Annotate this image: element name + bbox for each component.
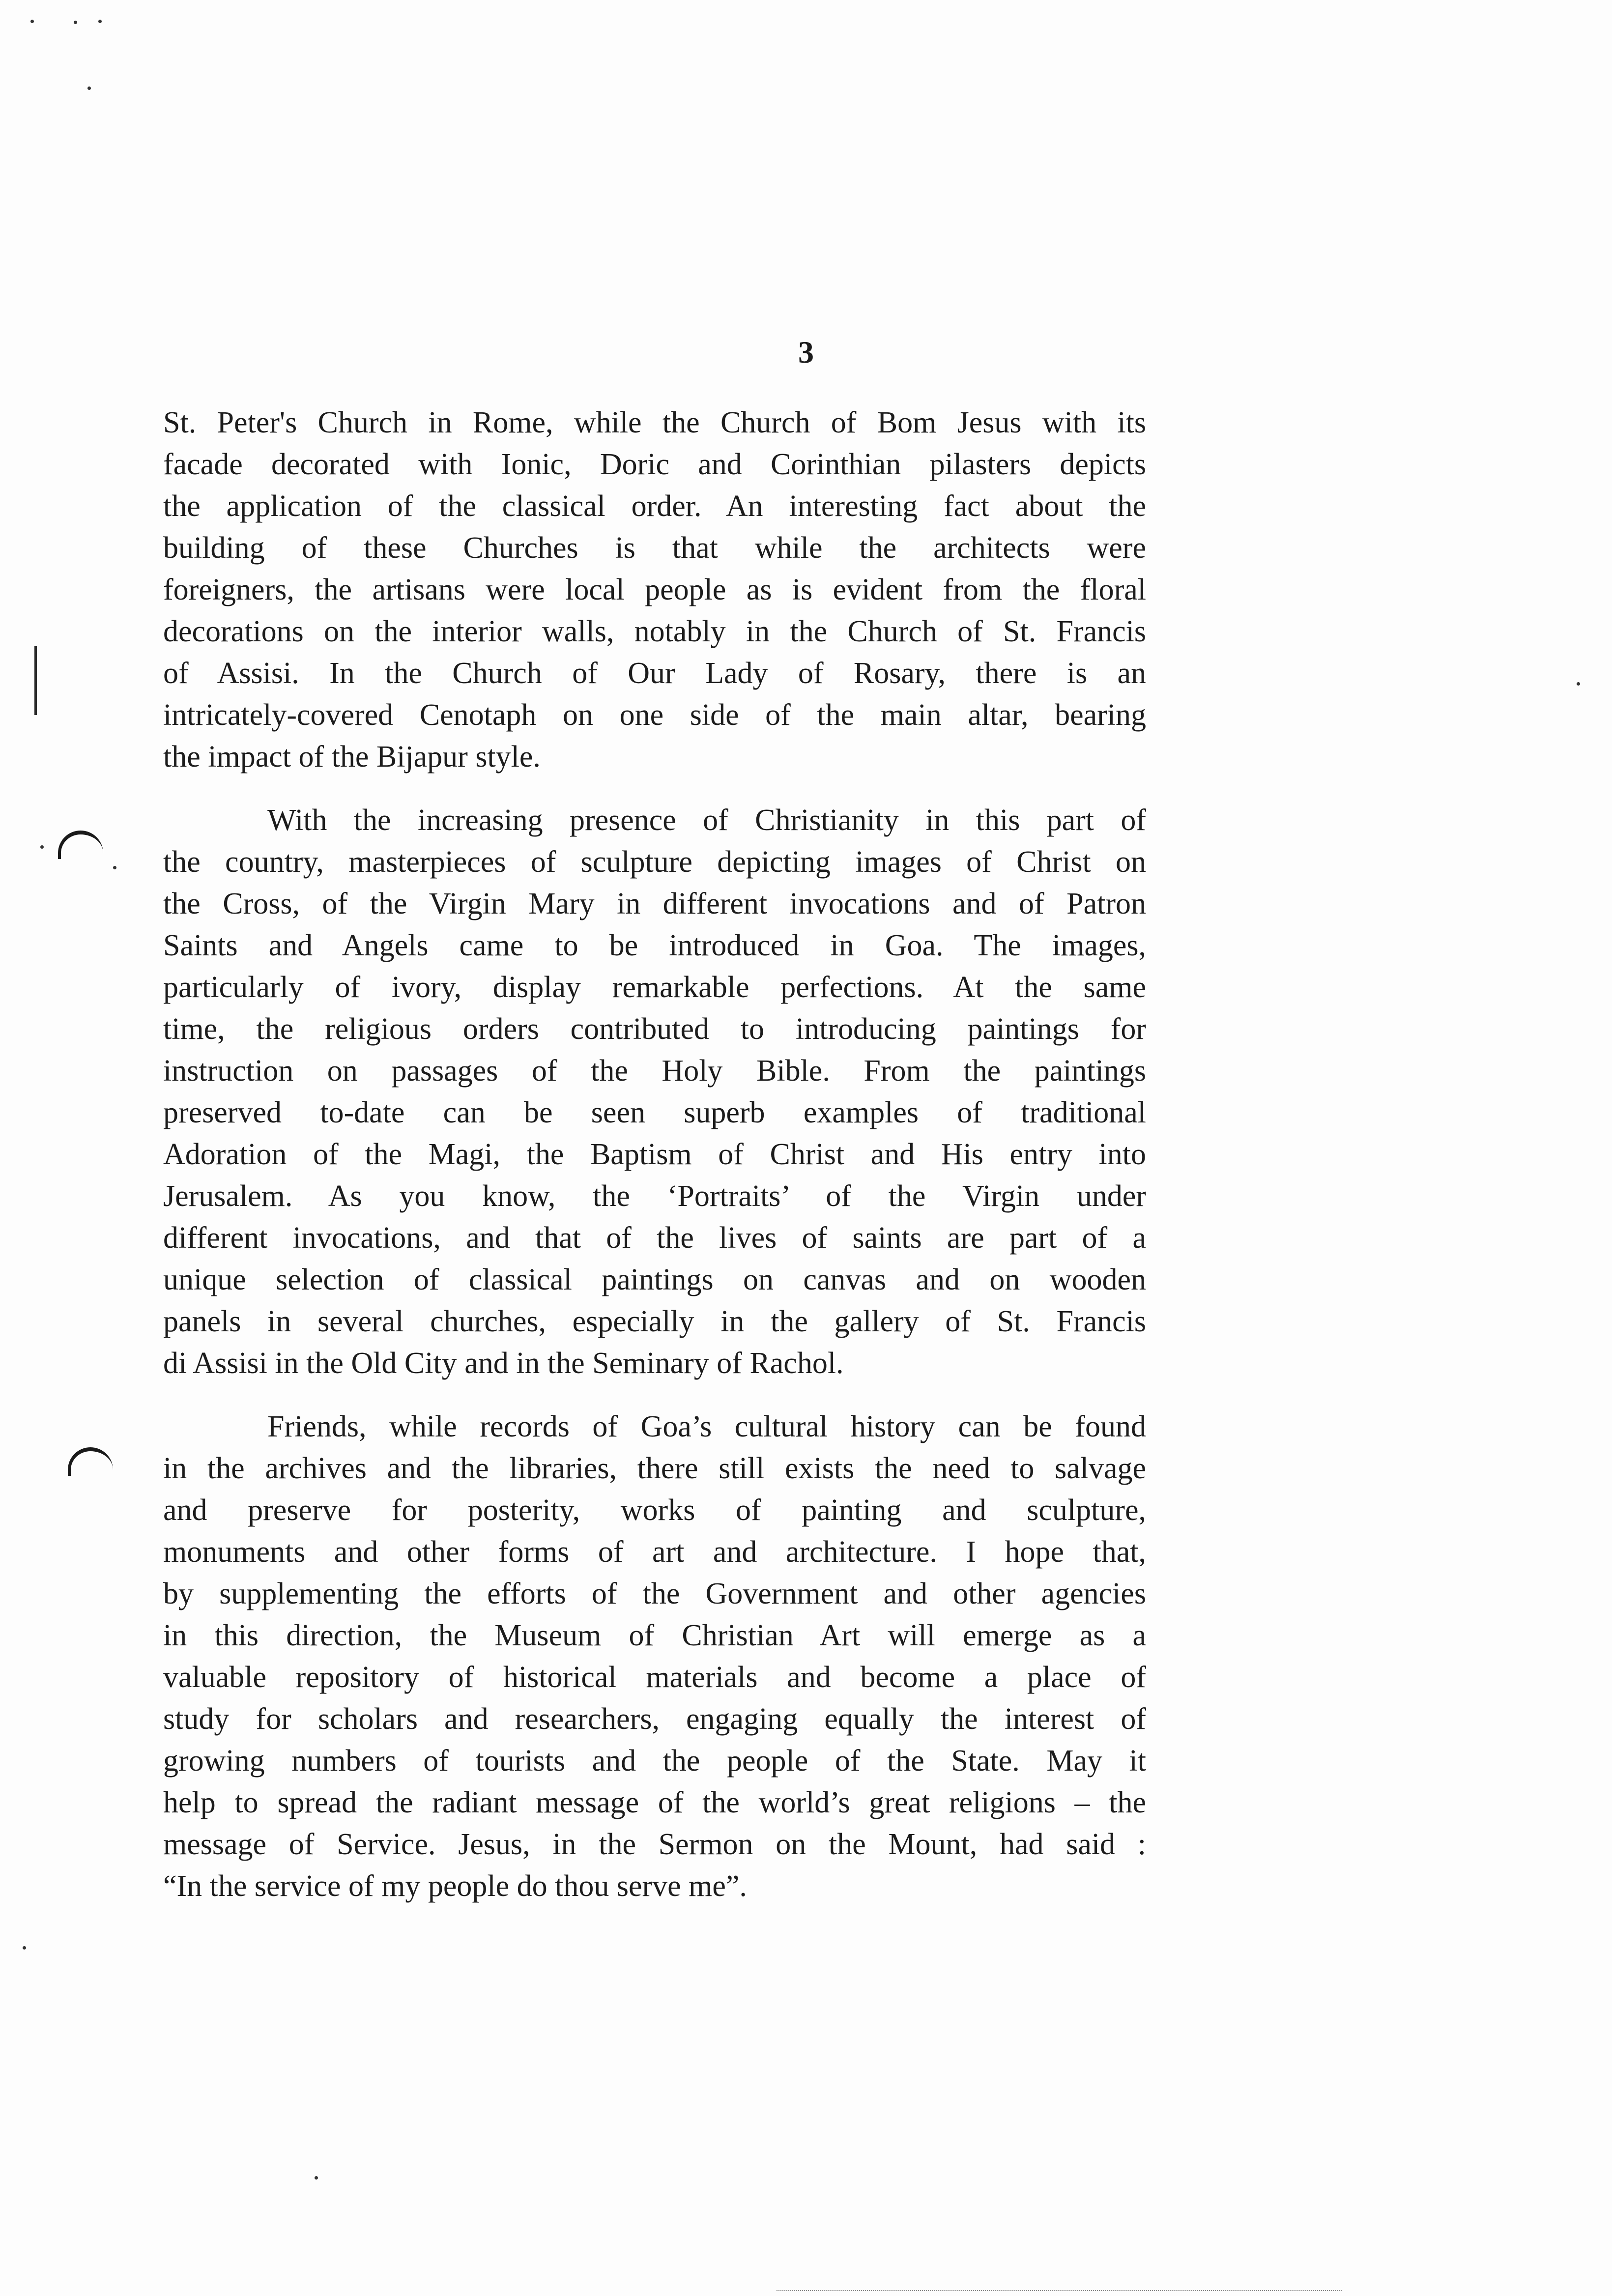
text-line: in the archives and the libraries, there still exists the need to salvage: [163, 1452, 1146, 1485]
text-line: the Cross, of the Virgin Mary in different invocations and of Patron: [163, 887, 1146, 920]
scan-speck: [23, 1946, 26, 1950]
text-line: Saints and Angels came to be introduced in Goa. The images,: [163, 929, 1146, 962]
text-line: decorations on the interior walls, notably in the Church of St. Francis: [163, 615, 1146, 648]
text-line: facade decorated with Ionic, Doric and Corinthian pilasters depicts: [163, 448, 1146, 481]
scan-speck: [98, 20, 102, 23]
scan-speck: [74, 21, 77, 24]
text-line: Friends, while records of Goa’s cultural history can be found: [267, 1410, 1146, 1443]
text-line: in this direction, the Museum of Christian Art will emerge as a: [163, 1619, 1146, 1652]
text-line: Adoration of the Magi, the Baptism of Christ and His entry into: [163, 1138, 1146, 1171]
text-line: preserved to-date can be seen superb examples of traditional: [163, 1096, 1146, 1129]
text-line: intricately-covered Cenotaph on one side of the main altar, bearing: [163, 698, 1146, 732]
text-line: monuments and other forms of art and architecture. I hope that,: [163, 1535, 1146, 1569]
text-line: time, the religious orders contributed to introducing paintings for: [163, 1012, 1146, 1046]
text-line: the country, masterpieces of sculpture depicting images of Christ on: [163, 845, 1146, 879]
scan-edge-mark: [777, 2290, 1342, 2293]
scan-speck: [315, 2176, 318, 2180]
text-line: di Assisi in the Old City and in the Seminary of Rachol.: [163, 1347, 844, 1380]
text-line: growing numbers of tourists and the people of the State. May it: [163, 1744, 1146, 1778]
paragraph-3: [163, 1406, 1146, 1907]
punch-hole-mark: [68, 1447, 113, 1476]
scan-line-mark: [34, 646, 37, 715]
text-line: Jerusalem. As you know, the ‘Portraits’ of the Virgin under: [163, 1179, 1146, 1213]
text-line: particularly of ivory, display remarkable perfections. At the same: [163, 971, 1146, 1004]
text-line: St. Peter's Church in Rome, while the Church of Bom Jesus with its: [163, 406, 1146, 439]
text-line: of Assisi. In the Church of Our Lady of Rosary, there is an: [163, 657, 1146, 690]
paragraph-2: [163, 800, 1146, 1384]
page-number: 3: [798, 335, 814, 370]
text-line: “In the service of my people do thou serve me”.: [163, 1869, 747, 1903]
document-body: [163, 402, 1146, 1929]
text-line: the application of the classical order. An interesting fact about the: [163, 489, 1146, 523]
text-line: the impact of the Bijapur style.: [163, 740, 541, 774]
scan-speck: [30, 20, 34, 23]
text-line: study for scholars and researchers, engaging equally the interest of: [163, 1702, 1146, 1736]
scan-speck: [87, 86, 91, 90]
text-line: message of Service. Jesus, in the Sermon on the Mount, had said :: [163, 1828, 1146, 1861]
paragraph-1: [163, 402, 1146, 778]
scan-speck: [40, 845, 44, 849]
punch-hole-mark: [58, 831, 103, 859]
text-line: by supplementing the efforts of the Government and other agencies: [163, 1577, 1146, 1610]
text-line: With the increasing presence of Christianity in this part of: [267, 804, 1146, 837]
text-line: unique selection of classical paintings on canvas and on wooden: [163, 1263, 1146, 1296]
text-line: panels in several churches, especially in the gallery of St. Francis: [163, 1305, 1146, 1338]
text-line: instruction on passages of the Holy Bible. From the paintings: [163, 1054, 1146, 1088]
text-line: foreigners, the artisans were local people as is evident from the floral: [163, 573, 1146, 606]
text-line: and preserve for posterity, works of painting and sculpture,: [163, 1493, 1146, 1527]
text-line: different invocations, and that of the lives of saints are part of a: [163, 1221, 1146, 1255]
text-line: valuable repository of historical materials and become a place of: [163, 1661, 1146, 1694]
text-line: building of these Churches is that while the architects were: [163, 531, 1146, 565]
text-line: help to spread the radiant message of the world’s great religions – the: [163, 1786, 1146, 1819]
scan-speck: [1577, 682, 1580, 686]
scan-speck: [113, 866, 116, 869]
